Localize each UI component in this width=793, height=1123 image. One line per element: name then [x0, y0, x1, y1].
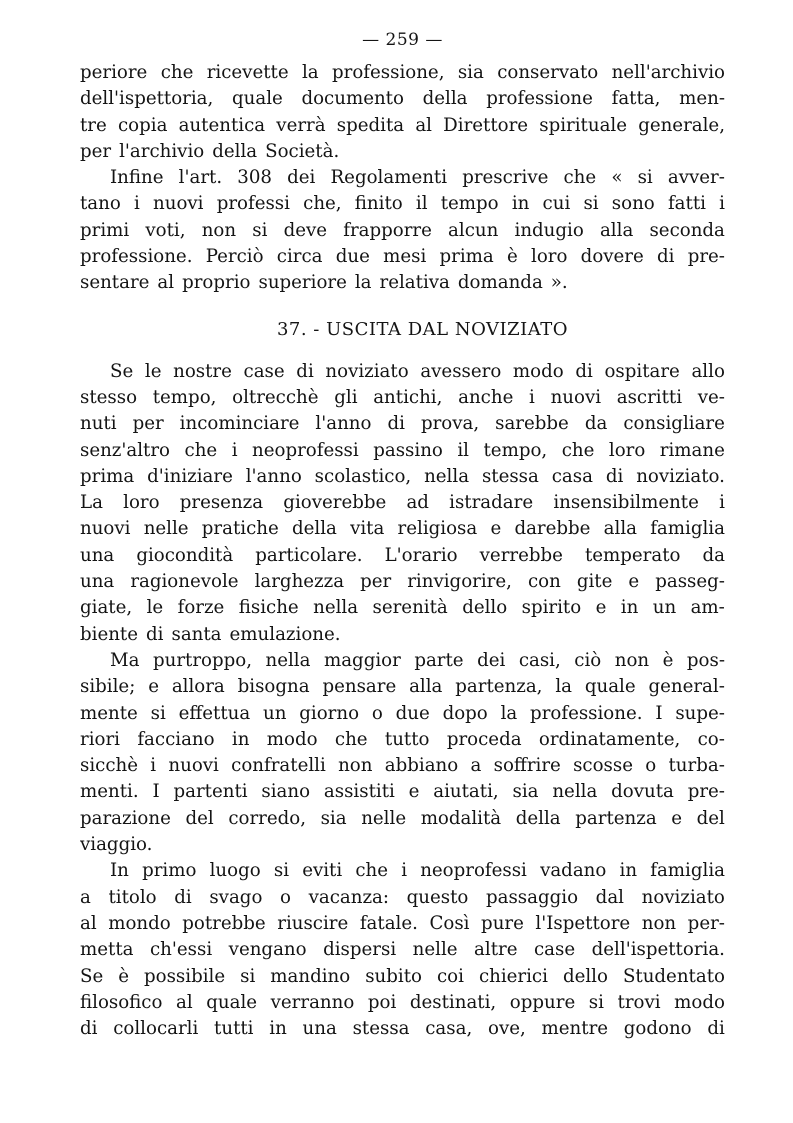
paragraph [80, 648, 725, 858]
text-line: riori facciano in modo che tutto proceda ordinatamente, co- [80, 728, 725, 750]
text-line: tano i nuovi professi che, finito il tempo in cui si sono fatti i [80, 193, 725, 215]
text-line: periore che ricevette la professione, sia conservato nell'archivio [80, 62, 725, 83]
section-title: 37. - USCITA DAL NOVIZIATO [276, 318, 569, 340]
text-line: viaggio. [80, 834, 153, 856]
text-line: di collocarli tutti in una stessa casa, ove, mentre godono di [80, 1018, 725, 1040]
text-line: senz'altro che i neoprofessi passino il tempo, che loro rimane [80, 439, 725, 461]
paragraph [80, 60, 725, 165]
text-line: In primo luogo si eviti che i neoprofessi vadano in famiglia [110, 860, 725, 882]
text-line: La loro presenza gioverebbe ad istradare insensibilmente i [80, 492, 725, 514]
text-line: al mondo potrebbe riuscire fatale. Così pure l'Ispettore non per- [80, 912, 725, 934]
paragraph [80, 359, 725, 648]
text-line: professione. Perciò circa due mesi prima è loro dovere di pre- [80, 246, 725, 268]
text-line: Se le nostre case di noviziato avessero modo di ospitare allo [110, 360, 725, 382]
text-line: stesso tempo, oltrecchè gli antichi, anche i nuovi ascritti ve- [80, 386, 725, 408]
text-line: una ragionevole larghezza per rinvigorire, con gite e passeg- [80, 571, 725, 593]
text-line: filosofico al quale verranno poi destinati, oppure si trovi modo [80, 991, 725, 1013]
text-line: parazione del corredo, sia nelle modalità della partenza e del [80, 807, 725, 829]
text-line: a titolo di svago o vacanza: questo passaggio dal noviziato [80, 886, 725, 908]
text-line: sentare al proprio superiore la relativa domanda ». [80, 272, 568, 294]
text-line: una giocondità particolare. L'orario verrebbe temperato da [80, 544, 725, 566]
text-line: per l'archivio della Società. [80, 140, 340, 162]
text-line: tre copia autentica verrà spedita al Direttore spirituale generale, [80, 114, 725, 136]
text-line: menti. I partenti siano assistiti e aiutati, sia nella dovuta pre- [80, 781, 725, 803]
text-line: nuti per incominciare l'anno di prova, sarebbe da consigliare [80, 413, 725, 435]
text-line: dell'ispettoria, quale documento della professione fatta, men- [80, 88, 725, 110]
body-text [80, 60, 725, 1042]
text-line: metta ch'essi vengano dispersi nelle altre case dell'ispettoria. [80, 939, 725, 961]
book-page [80, 28, 725, 1108]
text-line: primi voti, non si deve frapporre alcun indugio alla seconda [80, 219, 725, 241]
paragraph [80, 165, 725, 296]
text-line: mente si effettua un giorno o due dopo la professione. I supe- [80, 702, 725, 724]
text-line: nuovi nelle pratiche della vita religiosa e darebbe alla famiglia [80, 518, 725, 540]
text-line: giate, le forze fisiche nella serenità dello spirito e in un am- [80, 597, 725, 619]
text-line: prima d'iniziare l'anno scolastico, nella stessa casa di noviziato. [80, 465, 725, 487]
text-line: biente di santa emulazione. [80, 623, 341, 645]
text-line: sibile; e allora bisogna pensare alla partenza, la quale general- [80, 676, 725, 698]
text-line: Ma purtroppo, nella maggior parte dei casi, ciò non è pos- [110, 649, 725, 671]
page-number: — 259 — [362, 30, 443, 50]
text-line: Se è possibile si mandino subito coi chierici dello Studentato [80, 965, 725, 987]
text-line: sicchè i nuovi confratelli non abbiano a soffrire scosse o turba- [80, 755, 725, 777]
paragraph [80, 858, 725, 1042]
text-line: Infine l'art. 308 dei Regolamenti prescrive che « si avver- [110, 167, 725, 189]
